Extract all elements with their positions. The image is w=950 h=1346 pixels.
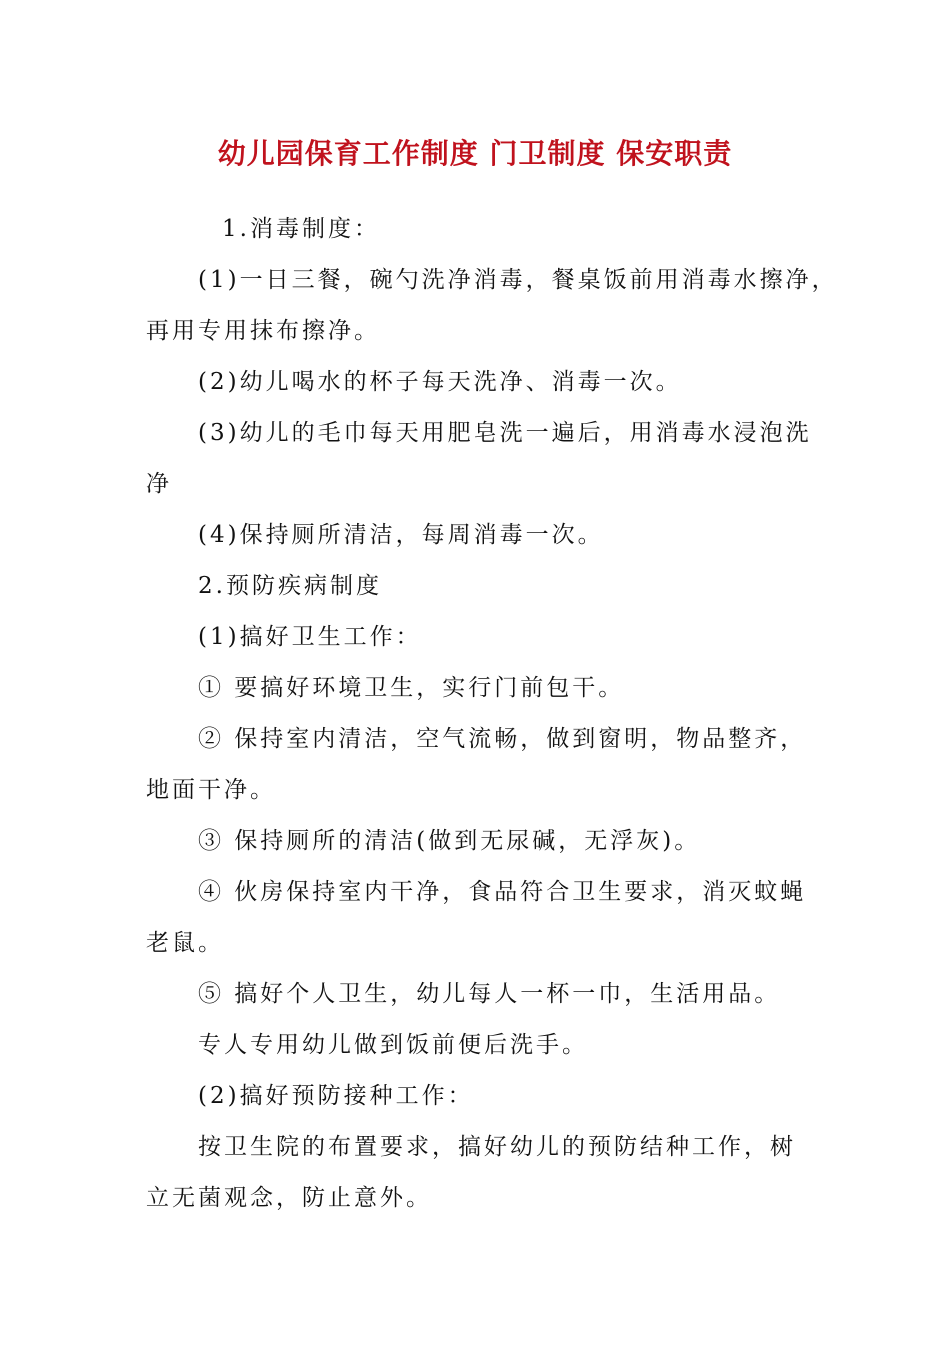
- paragraph: 专人专用幼儿做到饭前便后洗手。: [198, 1032, 588, 1058]
- section-heading: 1.消毒制度：: [222, 216, 380, 242]
- paragraph: (3)幼儿的毛巾每天用肥皂洗一遍后，用消毒水浸泡洗: [198, 420, 812, 446]
- paragraph: (2)幼儿喝水的杯子每天洗净、消毒一次。: [198, 369, 682, 395]
- list-item: ① 要搞好环境卫生，实行门前包干。: [198, 675, 625, 701]
- document-title: 幼儿园保育工作制度 门卫制度 保安职责: [217, 137, 733, 170]
- paragraph-continuation: 立无菌观念，防止意外。: [146, 1185, 432, 1211]
- paragraph-continuation: 再用专用抹布擦净。: [146, 318, 380, 344]
- list-item: ④ 伙房保持室内干净，食品符合卫生要求，消灭蚊蝇: [198, 879, 807, 905]
- paragraph-continuation: 老鼠。: [146, 930, 224, 956]
- list-item: ⑤ 搞好个人卫生，幼儿每人一杯一巾，生活用品。: [198, 981, 781, 1007]
- paragraph: (4)保持厕所清洁，每周消毒一次。: [198, 522, 604, 548]
- paragraph: (1)一日三餐，碗勺洗净消毒，餐桌饭前用消毒水擦净，: [198, 267, 838, 293]
- list-item: ③ 保持厕所的清洁(做到无尿碱，无浮灰)。: [198, 828, 701, 854]
- list-item: ② 保持室内清洁，空气流畅，做到窗明，物品整齐，: [198, 726, 807, 752]
- section-heading: 2.预防疾病制度: [198, 573, 382, 599]
- paragraph-continuation: 净: [146, 471, 172, 497]
- paragraph-continuation: 地面干净。: [146, 777, 276, 803]
- subsection-heading: (1)搞好卫生工作：: [198, 624, 422, 650]
- document-body: [146, 204, 838, 1224]
- paragraph: 按卫生院的布置要求，搞好幼儿的预防结种工作，树: [198, 1134, 796, 1160]
- subsection-heading: (2)搞好预防接种工作：: [198, 1083, 474, 1109]
